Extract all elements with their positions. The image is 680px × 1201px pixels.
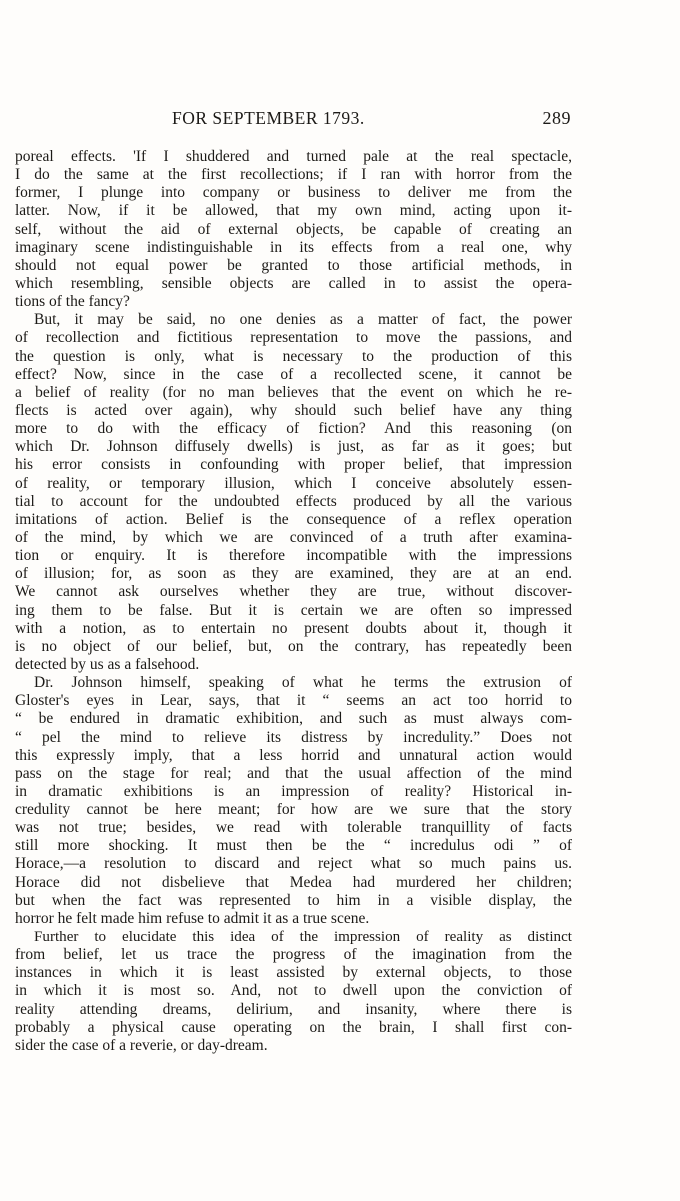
text-line: “ be endured in dramatic exhibition, and such as must always com-	[15, 710, 572, 728]
text-line: which resembling, sensible objects are called in to assist the opera-	[15, 274, 572, 292]
text-line: I do the same at the first recollections; if I ran with horror from the	[15, 166, 572, 184]
text-line: of reality, or temporary illusion, which I conceive absolutely essen-	[15, 474, 572, 492]
text-line: flects is acted over again), why should such belief have any thing	[15, 401, 572, 419]
text-line: horror he felt made him refuse to admit it as a true scene.	[15, 909, 370, 927]
text-line: instances in which it is least assisted by external objects, to those	[15, 964, 572, 982]
text-line: from belief, let us trace the progress of the imagination from the	[15, 946, 572, 964]
text-line: with a notion, as to entertain no present doubts about it, though it	[15, 619, 572, 637]
text-line: in which it is most so. And, not to dwell upon the conviction of	[15, 982, 572, 1000]
page-number: 289	[542, 108, 571, 128]
body-text	[15, 148, 572, 1055]
text-line: more to do with the efficacy of fiction? And this reasoning (on	[15, 420, 572, 438]
text-line: pass on the stage for real; and that the usual affection of the mind	[15, 764, 572, 782]
text-line: in dramatic exhibitions is an impression of reality? Historical in-	[15, 782, 572, 800]
text-line: effect? Now, since in the case of a recollected scene, it cannot be	[15, 365, 572, 383]
text-line: detected by us as a falsehood.	[15, 655, 200, 673]
text-line: which Dr. Johnson diffusely dwells) is just, as far as it goes; but	[15, 438, 572, 456]
paragraph-start: Further to elucidate this idea of the impression of reality as distinct	[34, 929, 572, 946]
text-line: imitations of action. Belief is the consequence of a reflex operation	[15, 510, 572, 528]
paragraph-start: But, it may be said, no one denies as a matter of fact, the power	[34, 311, 572, 329]
text-line: latter. Now, if it be allowed, that my own mind, acting upon it-	[15, 202, 572, 220]
text-line: Horace,—a resolution to discard and reject what so much pains us.	[15, 855, 572, 873]
text-line: of illusion; for, as soon as they are examined, they are at an end.	[15, 565, 572, 583]
text-line: still more shocking. It must then be the “ incredulus odi ” of	[15, 837, 572, 855]
text-line: self, without the aid of external objects, be capable of creating an	[15, 220, 572, 238]
text-line: “ pel the mind to relieve its distress by incredulity.” Does not	[15, 728, 572, 746]
text-line: should not equal power be granted to those artificial methods, in	[15, 256, 572, 274]
text-line: this expressly imply, that a less horrid and unnatural action would	[15, 746, 572, 764]
text-line: a belief of reality (for no man believes that the event on which he re-	[15, 383, 572, 401]
text-line: was not true; besides, we read with tolerable tranquillity of facts	[15, 819, 572, 837]
text-line: credulity cannot be here meant; for how are we sure that the story	[15, 801, 572, 819]
text-line: the question is only, what is necessary to the production of this	[15, 347, 572, 365]
text-line: tions of the fancy?	[15, 293, 130, 311]
text-line: We cannot ask ourselves whether they are true, without discover-	[15, 583, 572, 601]
text-line: imaginary scene indistinguishable in its effects from a real one, why	[15, 238, 572, 256]
text-line: tial to account for the undoubted effects produced by all the various	[15, 492, 572, 510]
running-title: FOR SEPTEMBER 1793.	[172, 108, 365, 128]
text-line: poreal effects. 'If I shuddered and turned pale at the real spectacle,	[15, 148, 572, 165]
text-line: ing them to be false. But it is certain we are often so impressed	[15, 601, 572, 619]
text-line: sider the case of a reverie, or day-dream.	[15, 1036, 268, 1054]
text-line: of the mind, by which we are convinced of a truth after examina-	[15, 528, 572, 546]
text-line: Horace did not disbelieve that Medea had murdered her children;	[15, 873, 572, 891]
text-line: but when the fact was represented to him in a visible display, the	[15, 891, 572, 909]
text-line: Gloster's eyes in Lear, says, that it “ seems an act too horrid to	[15, 692, 572, 710]
text-line: tion or enquiry. It is therefore incompatible with the impressions	[15, 547, 572, 565]
text-line: his error consists in confounding with proper belief, that impression	[15, 456, 572, 474]
text-line: reality attending dreams, delirium, and insanity, where there is	[15, 1000, 572, 1018]
page-header	[0, 108, 680, 132]
text-line: former, I plunge into company or business to deliver me from the	[15, 184, 572, 202]
text-line: of recollection and fictitious representation to move the passions, and	[15, 329, 572, 347]
paragraph-start: Dr. Johnson himself, speaking of what he terms the extrusion of	[34, 674, 572, 692]
text-line: probably a physical cause operating on the brain, I shall first con-	[15, 1018, 572, 1036]
text-line: is no object of our belief, but, on the contrary, has repeatedly been	[15, 637, 572, 655]
